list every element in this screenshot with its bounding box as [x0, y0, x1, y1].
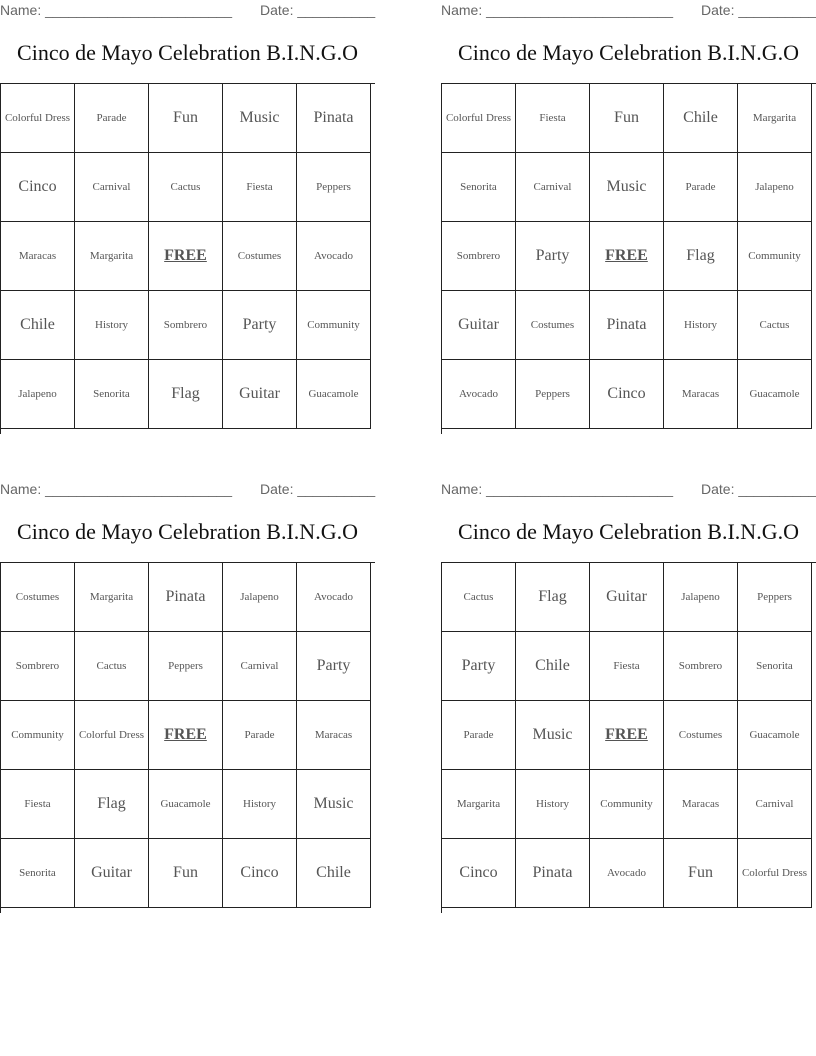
- bingo-cell: Guitar: [223, 360, 297, 429]
- bingo-cell: Party: [223, 291, 297, 360]
- name-date-line: [441, 481, 816, 499]
- bingo-cell: Chile: [516, 632, 590, 701]
- bingo-cell: Jalapeno: [738, 153, 812, 222]
- bingo-cell: Fun: [590, 84, 664, 153]
- bingo-cell: Fiesta: [1, 770, 75, 839]
- bingo-cell: Flag: [664, 222, 738, 291]
- bingo-cell: Carnival: [75, 153, 149, 222]
- bingo-cell: Pinata: [590, 291, 664, 360]
- bingo-cell: Guacamole: [738, 360, 812, 429]
- bingo-cell: Cinco: [1, 153, 75, 222]
- bingo-cell: Costumes: [516, 291, 590, 360]
- bingo-grid: [0, 83, 375, 434]
- card-title: Cinco de Mayo Celebration B.I.N.G.O: [17, 519, 358, 544]
- bingo-cell: Avocado: [590, 839, 664, 908]
- free-space-cell: FREE: [590, 222, 664, 291]
- bingo-cell: Sombrero: [149, 291, 223, 360]
- bingo-cell: Flag: [149, 360, 223, 429]
- bingo-cell: Sombrero: [442, 222, 516, 291]
- bingo-cell: Community: [738, 222, 812, 291]
- bingo-cell: Jalapeno: [664, 563, 738, 632]
- bingo-cell: Jalapeno: [1, 360, 75, 429]
- bingo-cell: History: [75, 291, 149, 360]
- bingo-cell: History: [223, 770, 297, 839]
- bingo-cell: Guitar: [75, 839, 149, 908]
- bingo-cell: Flag: [75, 770, 149, 839]
- bingo-cell: Costumes: [1, 563, 75, 632]
- bingo-cell: Fiesta: [223, 153, 297, 222]
- bingo-cell: Guacamole: [297, 360, 371, 429]
- bingo-cell: Music: [516, 701, 590, 770]
- bingo-cell: Community: [590, 770, 664, 839]
- bingo-cell: Music: [297, 770, 371, 839]
- bingo-cell: Guitar: [590, 563, 664, 632]
- bingo-cell: Maracas: [664, 360, 738, 429]
- bingo-cell: Peppers: [297, 153, 371, 222]
- bingo-cell: Fun: [149, 84, 223, 153]
- bingo-cell: Margarita: [738, 84, 812, 153]
- bingo-cell: Peppers: [738, 563, 812, 632]
- bingo-cell: Pinata: [149, 563, 223, 632]
- bingo-cell: Avocado: [442, 360, 516, 429]
- bingo-cell: Party: [442, 632, 516, 701]
- bingo-cell: Peppers: [149, 632, 223, 701]
- bingo-cell: Peppers: [516, 360, 590, 429]
- bingo-cell: Parade: [664, 153, 738, 222]
- bingo-cell: Carnival: [223, 632, 297, 701]
- bingo-cell: Chile: [664, 84, 738, 153]
- bingo-cell: Community: [1, 701, 75, 770]
- bingo-cell: Flag: [516, 563, 590, 632]
- bingo-cell: Sombrero: [1, 632, 75, 701]
- bingo-cell: Pinata: [516, 839, 590, 908]
- name-date-line: [0, 481, 375, 499]
- name-field-label: Name: ________________________: [0, 2, 232, 18]
- free-space-cell: FREE: [149, 222, 223, 291]
- bingo-cell: Colorful Dress: [738, 839, 812, 908]
- bingo-cell: Chile: [297, 839, 371, 908]
- date-field-label: Date: __________: [260, 481, 376, 497]
- bingo-cell: Margarita: [75, 222, 149, 291]
- bingo-cell: Parade: [223, 701, 297, 770]
- card-title: Cinco de Mayo Celebration B.I.N.G.O: [458, 519, 799, 544]
- bingo-cell: Jalapeno: [223, 563, 297, 632]
- bingo-cell: Carnival: [738, 770, 812, 839]
- bingo-cell: Cinco: [223, 839, 297, 908]
- free-space-cell: FREE: [149, 701, 223, 770]
- name-date-line: [0, 2, 375, 20]
- bingo-cell: Party: [297, 632, 371, 701]
- bingo-cell: Colorful Dress: [442, 84, 516, 153]
- bingo-cell: Colorful Dress: [75, 701, 149, 770]
- name-field-label: Name: ________________________: [441, 481, 673, 497]
- bingo-cell: Carnival: [516, 153, 590, 222]
- bingo-cell: Community: [297, 291, 371, 360]
- card-title: Cinco de Mayo Celebration B.I.N.G.O: [17, 40, 358, 65]
- bingo-cell: History: [516, 770, 590, 839]
- bingo-cell: Cactus: [149, 153, 223, 222]
- bingo-cell: Chile: [1, 291, 75, 360]
- bingo-cell: Cinco: [442, 839, 516, 908]
- bingo-cell: Maracas: [1, 222, 75, 291]
- bingo-cell: Parade: [75, 84, 149, 153]
- bingo-cell: Cactus: [442, 563, 516, 632]
- bingo-cell: Cactus: [75, 632, 149, 701]
- bingo-cell: Margarita: [75, 563, 149, 632]
- bingo-grid: [441, 83, 816, 434]
- bingo-cell: Music: [590, 153, 664, 222]
- bingo-cell: Maracas: [297, 701, 371, 770]
- bingo-cell: Costumes: [223, 222, 297, 291]
- bingo-cell: Fiesta: [590, 632, 664, 701]
- bingo-cell: Senorita: [75, 360, 149, 429]
- bingo-cell: Sombrero: [664, 632, 738, 701]
- free-space-cell: FREE: [590, 701, 664, 770]
- bingo-cell: Music: [223, 84, 297, 153]
- bingo-cell: Margarita: [442, 770, 516, 839]
- bingo-cell: Avocado: [297, 563, 371, 632]
- bingo-cell: Colorful Dress: [1, 84, 75, 153]
- bingo-cell: Guacamole: [738, 701, 812, 770]
- date-field-label: Date: __________: [701, 2, 816, 18]
- bingo-cell: Cinco: [590, 360, 664, 429]
- name-date-line: [441, 2, 816, 20]
- bingo-cell: Pinata: [297, 84, 371, 153]
- bingo-cell: Parade: [442, 701, 516, 770]
- bingo-cell: Senorita: [442, 153, 516, 222]
- bingo-grid: [441, 562, 816, 913]
- bingo-cell: Avocado: [297, 222, 371, 291]
- bingo-cell: Cactus: [738, 291, 812, 360]
- bingo-cell: Senorita: [1, 839, 75, 908]
- date-field-label: Date: __________: [260, 2, 376, 18]
- bingo-cell: Fun: [664, 839, 738, 908]
- bingo-cell: History: [664, 291, 738, 360]
- name-field-label: Name: ________________________: [0, 481, 232, 497]
- bingo-cell: Party: [516, 222, 590, 291]
- bingo-cell: Senorita: [738, 632, 812, 701]
- bingo-cell: Fun: [149, 839, 223, 908]
- bingo-grid: [0, 562, 375, 913]
- bingo-cell: Fiesta: [516, 84, 590, 153]
- date-field-label: Date: __________: [701, 481, 816, 497]
- name-field-label: Name: ________________________: [441, 2, 673, 18]
- card-title: Cinco de Mayo Celebration B.I.N.G.O: [458, 40, 799, 65]
- bingo-cell: Guacamole: [149, 770, 223, 839]
- bingo-cell: Maracas: [664, 770, 738, 839]
- bingo-cell: Guitar: [442, 291, 516, 360]
- bingo-cell: Costumes: [664, 701, 738, 770]
